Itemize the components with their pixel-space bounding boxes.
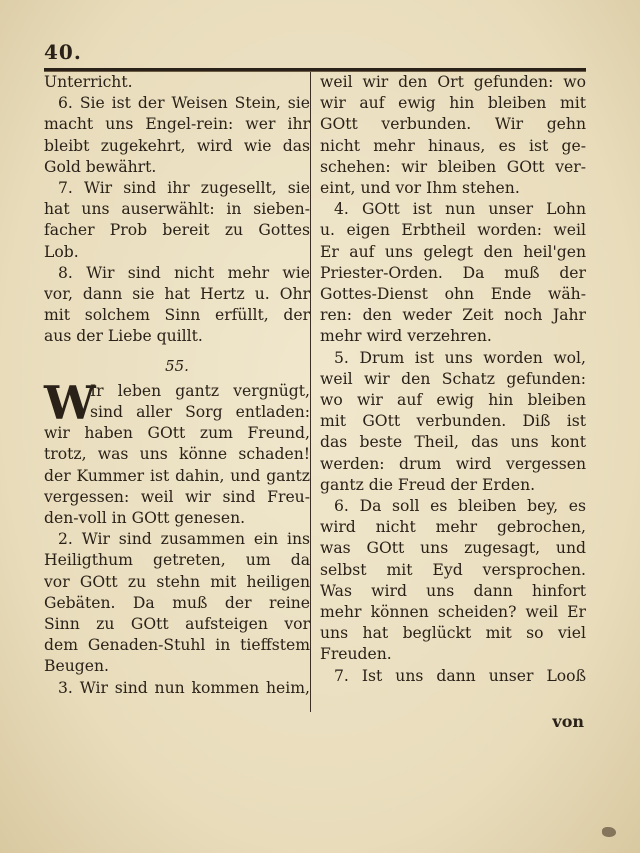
text-line: bleibt zugekehrt, wird wie das — [44, 136, 310, 155]
text-line: Lob. — [44, 242, 79, 261]
stanza-4 — [320, 199, 586, 347]
left-column — [44, 72, 310, 699]
text-line: Unterricht. — [44, 73, 133, 91]
text-line: der Kummer ist dahin, und gantz — [44, 466, 310, 485]
text-line: wo wir auf ewig hin bleiben — [320, 391, 586, 410]
text-line: gantz die Freud der Erden. — [320, 475, 536, 494]
text-line: vergessen: weil wir sind Freu- — [44, 487, 310, 506]
text-line: Gold bewährt. — [44, 157, 157, 176]
text-line: u. eigen Erbtheil worden: weil — [320, 221, 586, 240]
stanza-7-right — [320, 666, 586, 687]
ink-smudge — [602, 827, 616, 837]
text-line: was GOtt uns zugesagt, und — [320, 539, 586, 558]
text-line: mit GOtt verbunden. Diß ist — [320, 412, 586, 431]
stanza-6-right — [320, 496, 586, 666]
text-line: ren: den weder Zeit noch Jahr — [320, 306, 586, 325]
text-line: Ir leben gantz vergnügt, — [90, 381, 310, 400]
text-line: 7. Wir sind ihr zugesellt, sie — [58, 179, 310, 198]
page-number: 40. — [44, 40, 82, 64]
hymn-stanza-1-rest — [44, 423, 310, 529]
text-line: eint, und vor Ihm stehen. — [320, 179, 520, 198]
text-line: Freuden. — [320, 645, 392, 664]
text-line: hat uns auserwählt: in sieben- — [44, 200, 310, 219]
text-line: 5. Drum ist uns worden wol, — [334, 348, 586, 367]
text-line: schehen: wir bleiben GOtt ver- — [320, 157, 586, 176]
text-line: macht uns Engel-rein: wer ihr — [44, 115, 310, 134]
text-line: 4. GOtt ist nun unser Lohn — [334, 200, 586, 219]
text-line: aus der Liebe quillt. — [44, 327, 203, 346]
text-line: vor, dann sie hat Hertz u. Ohr — [44, 285, 310, 304]
text-line: selbst mit Eyd versprochen. — [320, 560, 586, 579]
text-line: 7. Ist uns dann unser Looß — [334, 666, 586, 685]
text-line: weil wir den Schatz gefunden: — [320, 369, 586, 388]
text-line: Heiligthum getreten, um da — [44, 551, 310, 570]
text-line: uns hat beglückt mit so viel — [320, 624, 586, 643]
intro-text — [44, 72, 310, 93]
text-line: Beugen. — [44, 657, 109, 676]
drop-cap-initial: W — [44, 375, 96, 430]
hymn-number: 55. — [165, 356, 189, 375]
text-line: trotz, was uns könne schaden! — [44, 445, 310, 464]
text-line: wird nicht mehr gebrochen, — [320, 518, 586, 537]
text-line: Gottes-Dienst ohn Ende wäh- — [320, 285, 586, 304]
text-line: Er auf uns gelegt den heil'gen — [320, 242, 586, 261]
stanza-6 — [44, 93, 310, 178]
text-line: 2. Wir sind zusammen ein ins — [58, 530, 310, 549]
text-line: facher Prob bereit zu Gottes — [44, 221, 310, 240]
text-line: werden: drum wird vergessen — [320, 454, 586, 473]
hymn-stanza-3 — [44, 678, 310, 699]
text-line: 3. Wir sind nun kommen heim, — [58, 678, 310, 697]
text-line: 6. Sie ist der Weisen Stein, sie — [58, 94, 310, 113]
text-line: mehr wird verzehren. — [320, 327, 492, 346]
text-line: GOtt verbunden. Wir gehn — [320, 115, 586, 134]
text-line: mehr können scheiden? weil Er — [320, 603, 586, 622]
text-line: wir haben GOtt zum Freund, — [44, 424, 310, 443]
text-line: weil wir den Ort gefunden: wo — [320, 73, 586, 91]
catchword: von — [552, 712, 584, 731]
text-line: vor GOtt zu stehn mit heiligen — [44, 572, 310, 591]
text-line: Priester-Orden. Da muß der — [320, 263, 586, 282]
text-line: dem Genaden-Stuhl in tieffstem — [44, 636, 310, 655]
text-line: 8. Wir sind nicht mehr wie — [58, 263, 310, 282]
text-line: Sinn zu GOtt aufsteigen vor — [44, 615, 310, 634]
hymn-stanza-1 — [44, 375, 310, 529]
text-line: sind aller Sorg entladen: — [90, 403, 310, 422]
text-line: Gebäten. Da muß der reine — [44, 593, 310, 612]
stanza-3-continued — [320, 72, 586, 199]
text-line: mit solchem Sinn erfüllt, der — [44, 306, 310, 325]
right-column — [320, 72, 586, 687]
text-line: Was wird uns dann hinfort — [320, 581, 586, 600]
text-line: nicht mehr hinaus, es ist ge- — [320, 136, 586, 155]
hymn-stanza-2 — [44, 529, 310, 677]
text-line: 6. Da soll es bleiben bey, es — [334, 497, 586, 516]
text-line: das beste Theil, das uns kont — [320, 433, 586, 452]
stanza-5 — [320, 348, 586, 496]
text-line: den-voll in GOtt genesen. — [44, 509, 246, 528]
stanza-8 — [44, 263, 310, 348]
stanza-7 — [44, 178, 310, 263]
column-divider — [310, 72, 311, 712]
text-line: wir auf ewig hin bleiben mit — [320, 94, 586, 113]
